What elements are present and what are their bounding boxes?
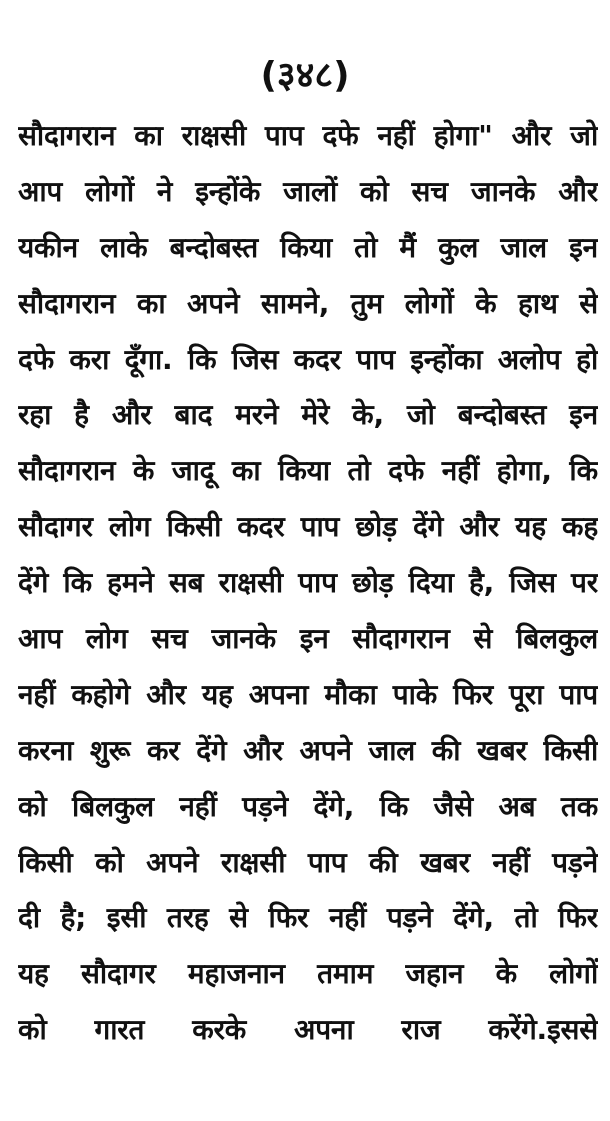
text-line-14: किसी को अपने राक्षसी पाप की खबर नहीं पड़ने: [18, 845, 598, 879]
body-text: [18, 108, 598, 1058]
text-line-2: आप लोगों ने इन्होंके जालों को सच जानके और: [18, 174, 598, 208]
text-line-8: सौदागर लोग किसी कदर पाप छोड़ देंगे और यह कह: [18, 510, 598, 544]
page-number: (३४८): [260, 55, 350, 96]
text-line-3: यकीन लाके बन्दोबस्त किया तो मैं कुल जाल इन: [18, 230, 598, 264]
text-line-15: दी है; इसी तरह से फिर नहीं पड़ने देंगे, तो फिर: [18, 901, 598, 935]
text-line-1: सौदागरान का राक्षसी पाप दफे नहीं होगा" और जो: [18, 119, 598, 152]
text-line-17: को गारत करके अपना राज करेंगे.इससे: [18, 1013, 598, 1047]
text-line-16: यह सौदागर महाजनान तमाम जहान के लोगों: [18, 957, 598, 991]
text-line-12: करना शुरू कर देंगे और अपने जाल की खबर किसी: [18, 733, 598, 767]
text-line-7: सौदागरान के जादू का किया तो दफे नहीं होगा, कि: [18, 454, 598, 488]
text-line-4: सौदागरान का अपने सामने, तुम लोगों के हाथ से: [18, 286, 598, 320]
text-line-13: को बिलकुल नहीं पड़ने देंगे, कि जैसे अब तक: [18, 789, 598, 823]
text-line-5: दफे करा दूँगा. कि जिस कदर पाप इन्होंका अलोप हो: [18, 342, 598, 376]
text-line-10: आप लोग सच जानके इन सौदागरान से बिलकुल: [18, 622, 598, 656]
text-line-6: रहा है और बाद मरने मेरे के, जो बन्दोबस्त इन: [18, 398, 598, 432]
text-line-11: नहीं कहोगे और यह अपना मौका पाके फिर पूरा पाप: [18, 677, 598, 711]
text-line-9: देंगे कि हमने सब राक्षसी पाप छोड़ दिया है, जिस पर: [18, 566, 598, 600]
